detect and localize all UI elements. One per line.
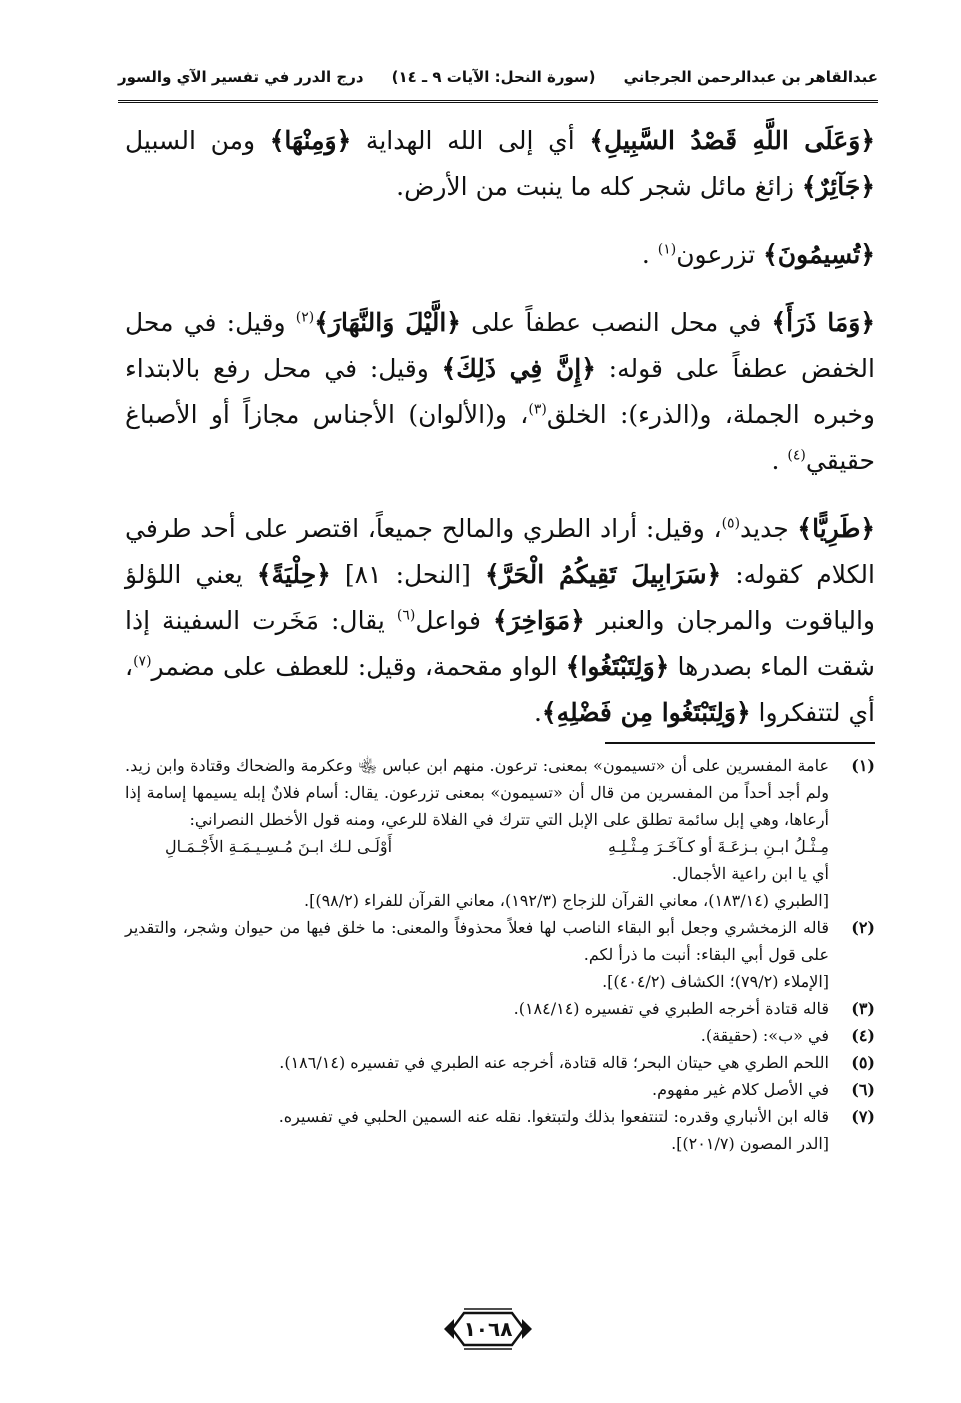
- text: وقيل: في محل الخفض عطفاً على قوله:: [125, 308, 876, 383]
- footnote-text: اللحم الطري هي حيتان البحر؛ قاله قتادة، أخرجه عنه الطبري في تفسيره (١٨٦/١٤).: [279, 1053, 829, 1072]
- text: جديد: [740, 514, 798, 543]
- text: زائغ مائل شجر كله ما ينبت من الأرض.: [396, 172, 802, 201]
- paragraph-2: [125, 232, 875, 278]
- header-book: درج الدرر في تفسير الآي والسور: [118, 68, 364, 86]
- footnote-ref[interactable]: (٧): [133, 653, 152, 670]
- footnote-number: (٦): [851, 1080, 875, 1099]
- main-text: [125, 118, 875, 758]
- quran-quote: ﴿جَآئِرٌ﴾: [801, 172, 875, 201]
- quran-quote: ﴿وَعَلَى اللَّهِ قَصْدُ السَّبِيلِ﴾: [589, 126, 875, 155]
- footnote-text: قاله الزمخشري وجعل أبو البقاء الناصب لها فعلاً محذوفاً والمعنى: ما خلق فيها من حيوان وشجر، والتقدير على قول أبي البقاء: أنبت ما ذرأ لكم.: [125, 918, 829, 964]
- footnote-number: (٥): [851, 1053, 875, 1072]
- footnote-ref[interactable]: (١): [657, 241, 677, 258]
- paragraph-1: [125, 118, 875, 210]
- quran-quote: ﴿تُسِيمُونَ﴾: [763, 240, 875, 269]
- footnote-1: [125, 752, 875, 914]
- footnote-text: في الأصل كلام غير مفهوم.: [652, 1080, 829, 1099]
- text: ، وقيل: أراد الطري والمالح جميعاً، اقتصر على أحد طرفي الكلام كقوله:: [125, 514, 875, 589]
- quran-quote: ﴿طَرِيًّا﴾: [797, 514, 875, 543]
- footnote-text: عامة المفسرين على أن «تسيمون» بمعنى: ترعون. منهم ابن عباس ﵄ وعكرمة والضحاك وقتادة وابن زيد. ولم أجد أحداً من المفسرين من قال أن «تسيمون» بمعنى تزرعون. يقال: أسام فلانٌ إبله يسيمها إسامة إذا أرعاها، وهي إبل سائمة تطلق على الإبل التي تترك في الفلاة للرعي، ومنه قول الأخطل النصراني:: [125, 756, 829, 829]
- footnote-3: [125, 995, 875, 1022]
- text: ، و(الألوان) الأجناس مجازاً أو الأصباغ حقيقي: [125, 400, 875, 475]
- running-header: [118, 60, 878, 94]
- text: يعني اللؤلؤ والياقوت والمرجان والعنبر: [125, 560, 876, 635]
- quran-quote: ﴿حِلْيَةً﴾: [256, 560, 331, 589]
- footnote-body: [125, 914, 829, 995]
- footnote-number: (٢): [851, 918, 875, 937]
- header-surah: (سورة النحل: الآيات ٩ ـ ١٤): [391, 68, 596, 86]
- footnote-number: (١): [851, 756, 875, 775]
- footnote-text: في «ب»: (حقيقة).: [700, 1026, 829, 1045]
- poem-hemistich: مِـثْـلُ ابـنِ بـزعَـةَ أو كـآخَـرَ مِـثْـلِـهِ: [608, 837, 829, 856]
- quran-quote: ﴿إِنَّ فِي ذَلِكَ﴾: [441, 354, 596, 383]
- text: وقيل: في محل رفع بالابتداء وخبره الجملة، و(الذرء): الخلق: [125, 354, 875, 429]
- paragraph-4: [125, 506, 875, 736]
- text: تزرعون: [676, 240, 764, 269]
- quran-quote: ﴿الَّيْلَ وَالنَّهَارَ﴾: [314, 308, 461, 337]
- footnote-number: (٤): [851, 1026, 875, 1045]
- text: أي إلى الله الهداية: [351, 126, 590, 155]
- text: فواعل: [415, 606, 494, 635]
- footnote-7: [125, 1103, 875, 1157]
- quran-quote: ﴿وَمِنْهَا﴾: [269, 126, 352, 155]
- quran-quote: ﴿وَمَا ذَرَأَ﴾: [771, 308, 876, 337]
- footnote-2: [125, 914, 875, 995]
- footnote-text: قاله ابن الأنباري وقدره: لتنتفعوا بذلك ولتبتغوا. نقله عنه السمين الحلبي في تفسيره.: [278, 1107, 829, 1126]
- footnote-text: قاله قتادة أخرجه الطبري في تفسيره (١٨٤/١٤).: [513, 999, 829, 1018]
- page-number-ornament: [440, 1305, 536, 1353]
- poem-hemistich: أَوْلَـى لـك ابـنَ مُـسِـيـمَـةِ الأَجْـمَـالِ: [165, 837, 393, 856]
- quran-quote: ﴿مَوَاخِرَ﴾: [493, 606, 585, 635]
- text: يقال: مَخَرت السفينة إذا شقت الماء بصدرها: [125, 606, 875, 681]
- footnote-ref[interactable]: (٣): [528, 401, 547, 418]
- footnote-text: أي يا ابن راعية الأجمال.: [671, 864, 829, 883]
- page-number: ١٠٦٨: [463, 1317, 513, 1341]
- footnote-5: [125, 1049, 875, 1076]
- text: .: [771, 446, 788, 475]
- footnote-ref[interactable]: (٢): [295, 309, 315, 326]
- footnote-number: (٣): [851, 999, 875, 1018]
- footnote-4: [125, 1022, 875, 1049]
- text: .: [641, 240, 658, 269]
- header-author: عبدالقاهر بن عبدالرحمن الجرجاني: [623, 68, 878, 86]
- text: الواو مقحمة، وقيل: للعطف على مضمر: [151, 652, 566, 681]
- footnote-body: [125, 752, 829, 914]
- text: في محل النصب عطفاً على: [460, 308, 772, 337]
- footnote-body: [125, 1022, 829, 1049]
- footnote-number: (٧): [851, 1107, 875, 1126]
- footnote-citation: [الإملاء (٧٩/٢)؛ الكشاف (٤٠٤/٢)].: [602, 972, 829, 991]
- text: [النحل: ٨١]: [330, 560, 485, 589]
- text: ، أي لتتفكروا: [125, 652, 875, 727]
- footnote-citation: [الطبري (١٨٣/١٤)، معاني القرآن للزجاج (١٩٢/٣)، معاني القرآن للفراء (٩٨/٢)].: [303, 891, 829, 910]
- quran-quote: ﴿وَلِتَبْتَغُوا﴾: [565, 652, 670, 681]
- footnote-body: [125, 995, 829, 1022]
- footnotes: [125, 752, 875, 1157]
- text: .: [533, 698, 542, 727]
- quran-quote: ﴿سَرَابِيلَ تَقِيكُمُ الْحَرَّ﴾: [485, 560, 722, 589]
- footnote-body: [125, 1103, 829, 1157]
- footnote-separator: [605, 742, 875, 744]
- paragraph-3: [125, 300, 875, 484]
- footnote-ref[interactable]: (٤): [787, 447, 806, 464]
- footnote-body: [125, 1076, 829, 1103]
- quran-quote: ﴿وَلِتَبْتَغُوا مِن فَضْلِهِ﴾: [541, 698, 751, 727]
- footnote-citation: [الدر المصون (٢٠١/٧)].: [671, 1134, 829, 1153]
- footnote-ref[interactable]: (٦): [396, 607, 416, 624]
- text: ومن السبيل: [125, 126, 270, 155]
- footnote-body: [125, 1049, 829, 1076]
- poem-verse: [125, 833, 829, 860]
- footnote-6: [125, 1076, 875, 1103]
- footnote-ref[interactable]: (٥): [721, 515, 741, 532]
- header-rule: [118, 100, 878, 103]
